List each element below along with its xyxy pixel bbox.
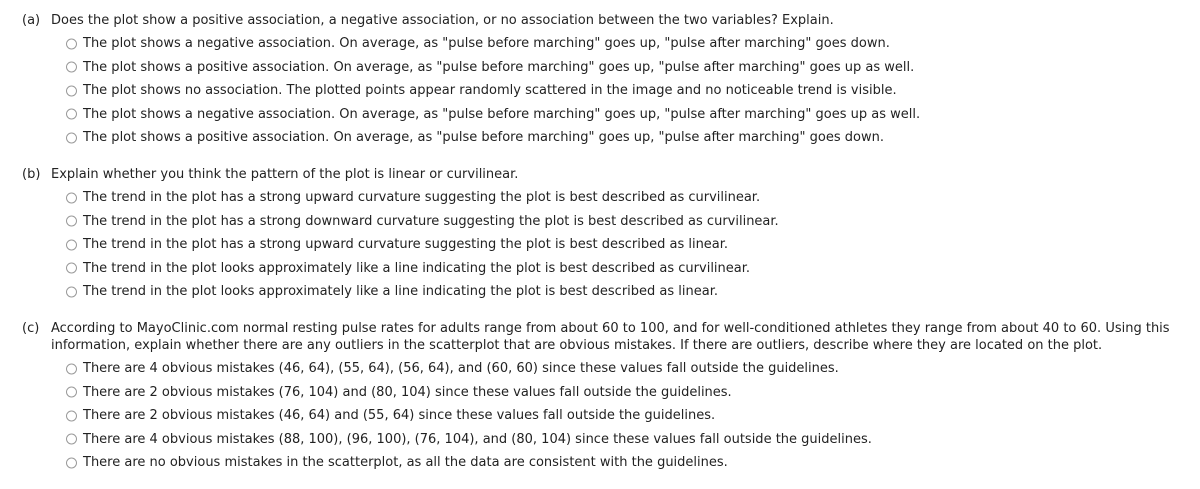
option-b-3[interactable] — [0, 233, 1200, 257]
radio-button[interactable] — [66, 109, 77, 120]
radio-button[interactable] — [66, 457, 77, 468]
question-a-text: Does the plot show a positive association, a negative association, or no association between the two variables? Explain. — [51, 13, 834, 28]
option-c-1-text: There are 4 obvious mistakes (46, 64), (55, 64), (56, 64), and (60, 60) since these values fall outside the guidelines. — [83, 361, 839, 377]
question-b-text: Explain whether you think the pattern of the plot is linear or curvilinear. — [51, 167, 519, 182]
option-a-2[interactable] — [0, 56, 1200, 80]
option-a-3-text: The plot shows no association. The plotted points appear randomly scattered in the image and no noticeable trend is visible. — [83, 83, 897, 99]
question-c-label: (c) — [22, 321, 40, 336]
question-b — [0, 166, 1200, 304]
question-b-header — [0, 166, 1200, 183]
question-c-text: According to MayoClinic.com normal resting pulse rates for adults range from about 60 to 100, and for well-conditioned athletes they range from about 40 to 60. Using this information, explain whether there are any outliers in the scatterplot that are obvious mistakes. If there are outliers, describe where they are located on the plot. — [51, 321, 1170, 353]
radio-button[interactable] — [66, 216, 77, 227]
radio-button[interactable] — [66, 85, 77, 96]
option-c-2-text: There are 2 obvious mistakes (76, 104) and (80, 104) since these values fall outside the guidelines. — [83, 384, 732, 400]
option-a-4-text: The plot shows a negative association. On average, as "pulse before marching" goes up, "pulse after marching" goes up as well. — [83, 106, 921, 122]
radio-button[interactable] — [66, 132, 77, 143]
question-a-options — [0, 32, 1200, 150]
radio-button[interactable] — [66, 62, 77, 73]
option-b-5[interactable] — [0, 280, 1200, 304]
option-c-1[interactable] — [0, 357, 1200, 381]
option-b-4[interactable] — [0, 257, 1200, 281]
radio-button[interactable] — [66, 286, 77, 297]
option-a-4[interactable] — [0, 103, 1200, 127]
option-a-2-text: The plot shows a positive association. On average, as "pulse before marching" goes up, "pulse after marching" goes up as well. — [83, 59, 915, 75]
option-c-4[interactable] — [0, 428, 1200, 452]
question-a — [0, 12, 1200, 150]
radio-button[interactable] — [66, 387, 77, 398]
option-a-1[interactable] — [0, 32, 1200, 56]
option-a-3[interactable] — [0, 79, 1200, 103]
option-b-4-text: The trend in the plot looks approximately like a line indicating the plot is best described as curvilinear. — [83, 260, 751, 276]
option-b-3-text: The trend in the plot has a strong upward curvature suggesting the plot is best described as linear. — [83, 237, 729, 253]
question-c-options — [0, 357, 1200, 475]
radio-button[interactable] — [66, 410, 77, 421]
radio-button[interactable] — [66, 263, 77, 274]
option-c-4-text: There are 4 obvious mistakes (88, 100), (96, 100), (76, 104), and (80, 104) since these values fall outside the guidelines. — [83, 431, 872, 447]
question-c-header — [0, 320, 1200, 354]
option-c-2[interactable] — [0, 381, 1200, 405]
option-a-5[interactable] — [0, 126, 1200, 150]
option-b-2-text: The trend in the plot has a strong downward curvature suggesting the plot is best described as curvilinear. — [83, 213, 779, 229]
radio-button[interactable] — [66, 363, 77, 374]
radio-button[interactable] — [66, 38, 77, 49]
option-c-5-text: There are no obvious mistakes in the scatterplot, as all the data are consistent with the guidelines. — [83, 455, 728, 471]
option-c-5[interactable] — [0, 451, 1200, 475]
question-c — [0, 320, 1200, 475]
radio-button[interactable] — [66, 434, 77, 445]
question-a-label: (a) — [22, 13, 41, 28]
option-b-1-text: The trend in the plot has a strong upward curvature suggesting the plot is best described as curvilinear. — [83, 190, 761, 206]
option-c-3-text: There are 2 obvious mistakes (46, 64) and (55, 64) since these values fall outside the guidelines. — [83, 408, 716, 424]
option-b-1[interactable] — [0, 186, 1200, 210]
radio-button[interactable] — [66, 192, 77, 203]
option-b-2[interactable] — [0, 210, 1200, 234]
question-a-header — [0, 12, 1200, 29]
question-b-options — [0, 186, 1200, 304]
option-c-3[interactable] — [0, 404, 1200, 428]
option-b-5-text: The trend in the plot looks approximately like a line indicating the plot is best described as linear. — [83, 284, 718, 300]
radio-button[interactable] — [66, 239, 77, 250]
option-a-1-text: The plot shows a negative association. On average, as "pulse before marching" goes up, "pulse after marching" goes down. — [83, 36, 890, 52]
question-b-label: (b) — [22, 167, 41, 182]
option-a-5-text: The plot shows a positive association. On average, as "pulse before marching" goes up, "pulse after marching" goes down. — [83, 130, 884, 146]
